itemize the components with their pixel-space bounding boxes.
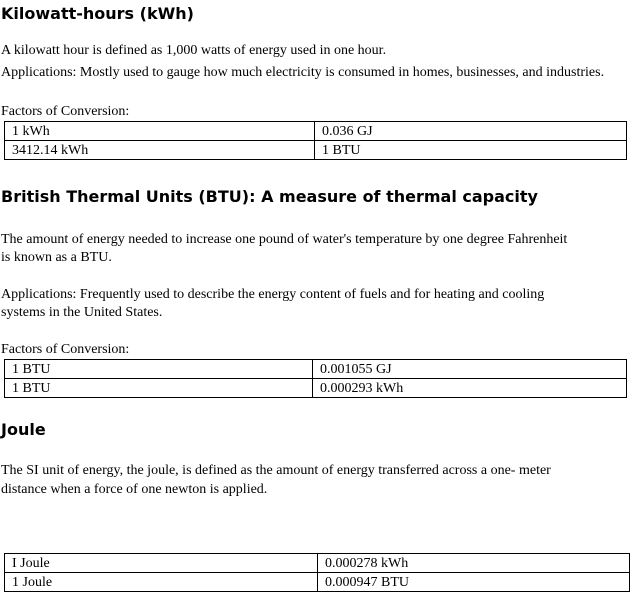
table-row xyxy=(5,554,630,573)
table-cell: 1 BTU xyxy=(5,379,313,398)
table-cell: 1 BTU xyxy=(315,141,627,160)
btu-definition-line-2: is known as a BTU. xyxy=(1,250,112,265)
joule-heading: Joule xyxy=(1,420,46,439)
table-cell: 1 Joule xyxy=(5,573,318,592)
btu-factors-label: Factors of Conversion: xyxy=(1,342,130,357)
kwh-applications: Applications: Mostly used to gauge how much electricity is consumed in homes, businesses, and industries. xyxy=(1,65,605,80)
table-cell: 0.036 GJ xyxy=(315,122,627,141)
kwh-definition: A kilowatt hour is defined as 1,000 watts of energy used in one hour. xyxy=(1,43,387,58)
table-cell: 0.001055 GJ xyxy=(313,360,627,379)
btu-applications-line-1: Applications: Frequently used to describe the energy content of fuels and for heating and cooling xyxy=(1,287,545,302)
table-row xyxy=(5,573,630,592)
table-cell: 1 BTU xyxy=(5,360,313,379)
btu-heading: British Thermal Units (BTU): A measure of thermal capacity xyxy=(1,187,538,206)
table-row xyxy=(5,141,627,160)
kwh-heading: Kilowatt-hours (kWh) xyxy=(1,4,194,23)
kwh-conversion-table xyxy=(4,121,627,160)
table-cell: I Joule xyxy=(5,554,318,573)
joule-conversion-table xyxy=(4,553,630,592)
table-cell: 0.000947 BTU xyxy=(318,573,630,592)
btu-conversion-table xyxy=(4,359,627,398)
table-row xyxy=(5,360,627,379)
table-cell: 0.000278 kWh xyxy=(318,554,630,573)
joule-definition-line-2: distance when a force of one newton is applied. xyxy=(1,482,268,497)
joule-definition-line-1: The SI unit of energy, the joule, is defined as the amount of energy transferred across a one- meter xyxy=(1,463,551,478)
table-cell: 3412.14 kWh xyxy=(5,141,315,160)
table-row xyxy=(5,379,627,398)
btu-applications-line-2: systems in the United States. xyxy=(1,305,163,320)
btu-definition-line-1: The amount of energy needed to increase one pound of water's temperature by one degree Fahrenheit xyxy=(1,232,568,247)
kwh-factors-label: Factors of Conversion: xyxy=(1,104,130,119)
table-cell: 1 kWh xyxy=(5,122,315,141)
table-cell: 0.000293 kWh xyxy=(313,379,627,398)
table-row xyxy=(5,122,627,141)
